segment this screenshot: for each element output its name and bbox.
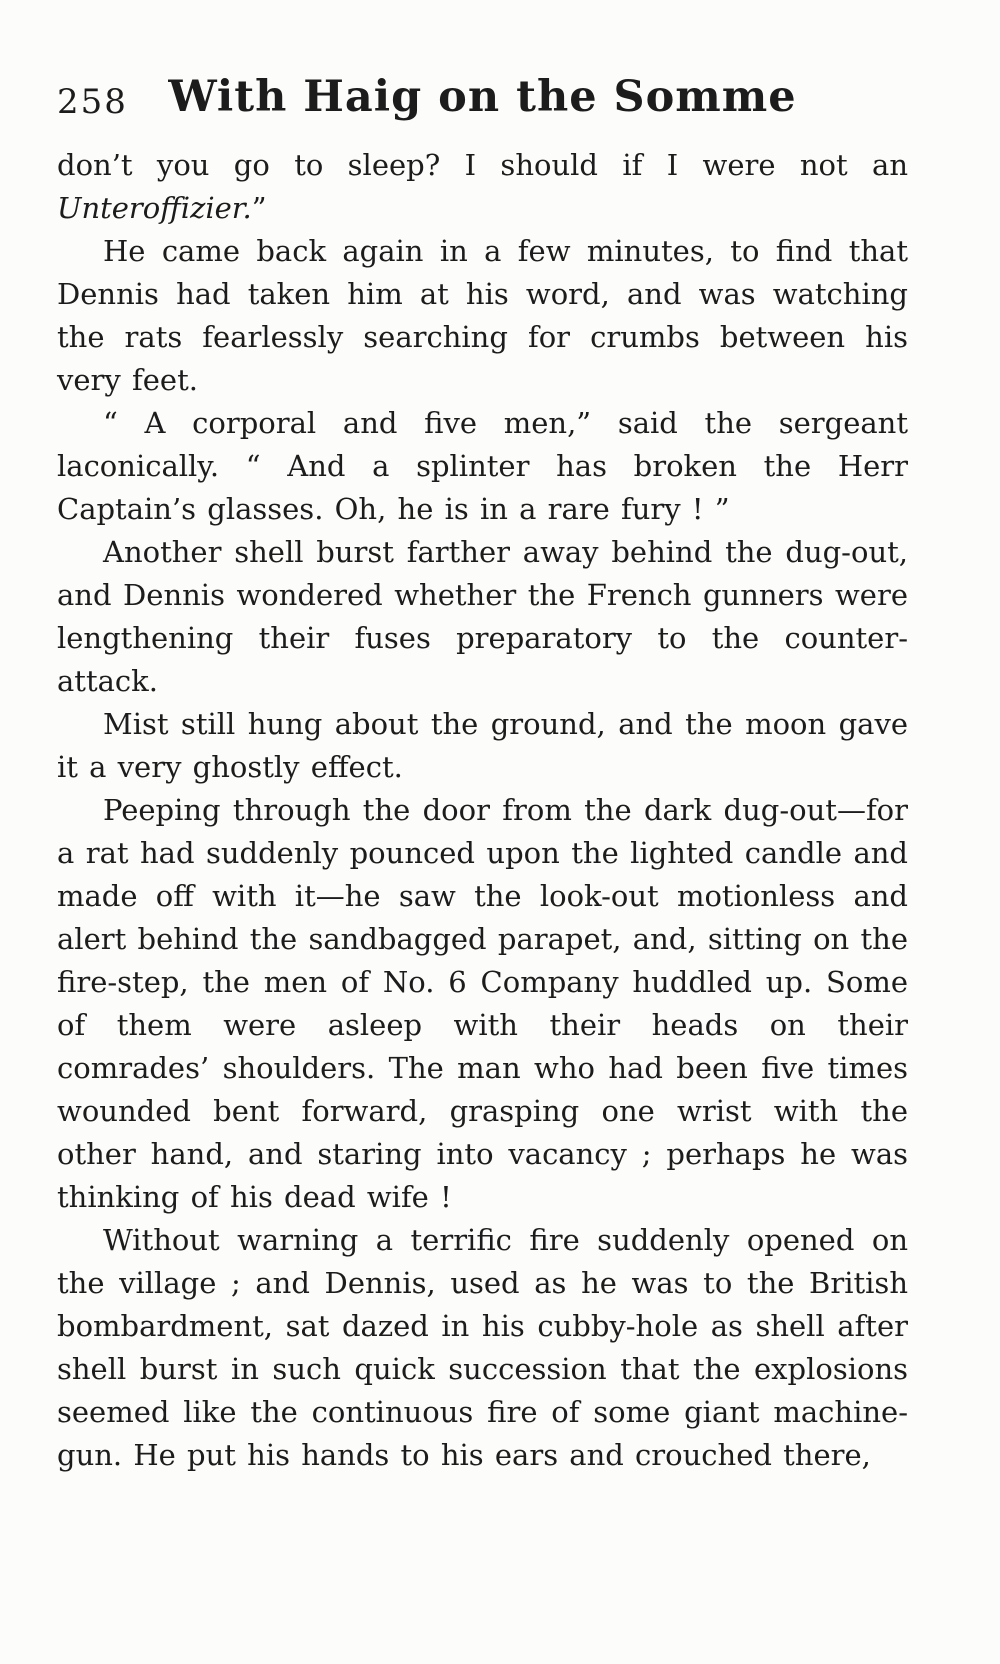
body-text: “ A corporal and five men,” said the sergeant laconically. “ And a splinter has broken the Herr Captain’s glasses. Oh, he is in a rare fury ! ” — [57, 406, 908, 526]
paragraph — [57, 230, 908, 402]
paragraph — [57, 789, 908, 1219]
body-text: Without warning a terrific fire suddenly opened on the village ; and Dennis, used as he was to the British bombardment, sat dazed in his cubby-hole as shell after shell burst in such quick succession that the explosions seemed like the continuous fire of some giant machine-gun. He put his hands to his ears and crouched there, — [57, 1223, 908, 1472]
body-text: ” — [251, 191, 267, 225]
body-text: He came back again in a few minutes, to find that Dennis had taken him at his word, and was watching the rats fearlessly searching for crumbs between his very feet. — [57, 234, 908, 397]
page-number: 258 — [57, 82, 128, 122]
body-text: Mist still hung about the ground, and the moon gave it a very ghostly effect. — [57, 707, 908, 784]
body-text: Another shell burst farther away behind the dug-out, and Dennis wondered whether the French gunners were lengthening their fuses preparatory to the counter-attack. — [57, 535, 908, 698]
page-title: With Haig on the Somme — [168, 72, 797, 122]
paragraph — [57, 144, 908, 230]
paragraph — [57, 1219, 908, 1477]
body-text: Peeping through the door from the dark dug-out—for a rat had suddenly pounced upon the lighted candle and made off with it—he saw the look-out motionless and alert behind the sandbagged parapet, and, sitting on the fire-step, the men of No. 6 Company huddled up. Some of them were asleep with their heads on their comrades’ shoulders. The man who had been five times wounded bent forward, grasping one wrist with the other hand, and staring into vacancy ; perhaps he was thinking of his dead wife ! — [57, 793, 908, 1214]
italic-text: Unteroffizier. — [57, 191, 252, 225]
paragraph — [57, 531, 908, 703]
page-text — [57, 144, 908, 1477]
paragraph — [57, 402, 908, 531]
body-text: don’t you go to sleep? I should if I were not an — [57, 148, 908, 182]
paragraph — [57, 703, 908, 789]
page-header — [57, 72, 908, 134]
